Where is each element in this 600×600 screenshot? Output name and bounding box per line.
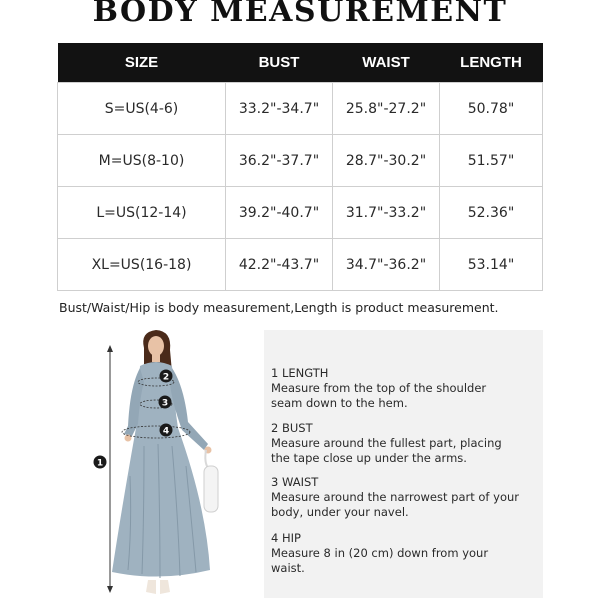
marker-waist xyxy=(159,396,172,409)
instruction-heading: 2 BUST xyxy=(271,421,313,435)
instruction-hip xyxy=(271,531,521,576)
length-cell: 51.57" xyxy=(440,135,543,187)
table-row xyxy=(58,135,543,187)
right-shoe xyxy=(160,580,170,594)
table-row xyxy=(58,187,543,239)
page-title: BODY MEASUREMENT xyxy=(92,0,508,29)
header-length: LENGTH xyxy=(440,43,543,83)
instruction-text: Measure around the fullest part, placing the tape close up under the arms. xyxy=(271,436,502,465)
left-shoe xyxy=(146,580,156,594)
waist-cell: 25.8"-27.2" xyxy=(333,83,440,135)
instructions-panel xyxy=(264,330,543,598)
waist-cell: 34.7"-36.2" xyxy=(333,239,440,291)
header-size: SIZE xyxy=(58,43,226,83)
table-header-row xyxy=(58,43,543,83)
length-arrow-bottom xyxy=(107,586,113,593)
size-chart-table xyxy=(57,43,543,291)
table-row xyxy=(58,239,543,291)
length-arrow-top xyxy=(107,345,113,352)
face xyxy=(148,336,164,356)
bust-cell: 36.2"-37.7" xyxy=(226,135,333,187)
waist-cell: 31.7"-33.2" xyxy=(333,187,440,239)
neck xyxy=(152,354,160,362)
measurement-note: Bust/Waist/Hip is body measurement,Length is product measurement. xyxy=(59,300,499,315)
bust-cell: 42.2"-43.7" xyxy=(226,239,333,291)
size-cell: M=US(8-10) xyxy=(58,135,226,187)
header-bust: BUST xyxy=(226,43,333,83)
instruction-text: Measure 8 in (20 cm) down from your waist. xyxy=(271,546,489,575)
instruction-heading: 3 WAIST xyxy=(271,475,319,489)
marker-length-label: 1 xyxy=(96,458,104,469)
dress xyxy=(112,362,210,577)
size-cell: S=US(4-6) xyxy=(58,83,226,135)
instruction-heading: 1 LENGTH xyxy=(271,366,329,380)
instruction-waist xyxy=(271,475,521,520)
length-cell: 50.78" xyxy=(440,83,543,135)
instruction-length xyxy=(271,366,521,411)
instruction-text: Measure from the top of the shoulder seam down to the hem. xyxy=(271,381,487,410)
size-cell: XL=US(16-18) xyxy=(58,239,226,291)
model-figure xyxy=(60,326,260,600)
marker-length xyxy=(94,456,107,469)
marker-bust xyxy=(160,370,173,383)
table-row xyxy=(58,83,543,135)
length-cell: 53.14" xyxy=(440,239,543,291)
instruction-text: Measure around the narrowest part of your body, under your navel. xyxy=(271,490,519,519)
bust-cell: 39.2"-40.7" xyxy=(226,187,333,239)
length-cell: 52.36" xyxy=(440,187,543,239)
handbag xyxy=(204,466,218,512)
size-cell: L=US(12-14) xyxy=(58,187,226,239)
bust-cell: 33.2"-34.7" xyxy=(226,83,333,135)
marker-waist-label: 3 xyxy=(161,398,169,409)
marker-hip-label: 4 xyxy=(162,426,170,437)
header-waist: WAIST xyxy=(333,43,440,83)
instruction-bust xyxy=(271,421,521,466)
marker-bust-label: 2 xyxy=(162,372,170,383)
waist-cell: 28.7"-30.2" xyxy=(333,135,440,187)
instruction-heading: 4 HIP xyxy=(271,531,301,545)
marker-hip xyxy=(160,424,173,437)
